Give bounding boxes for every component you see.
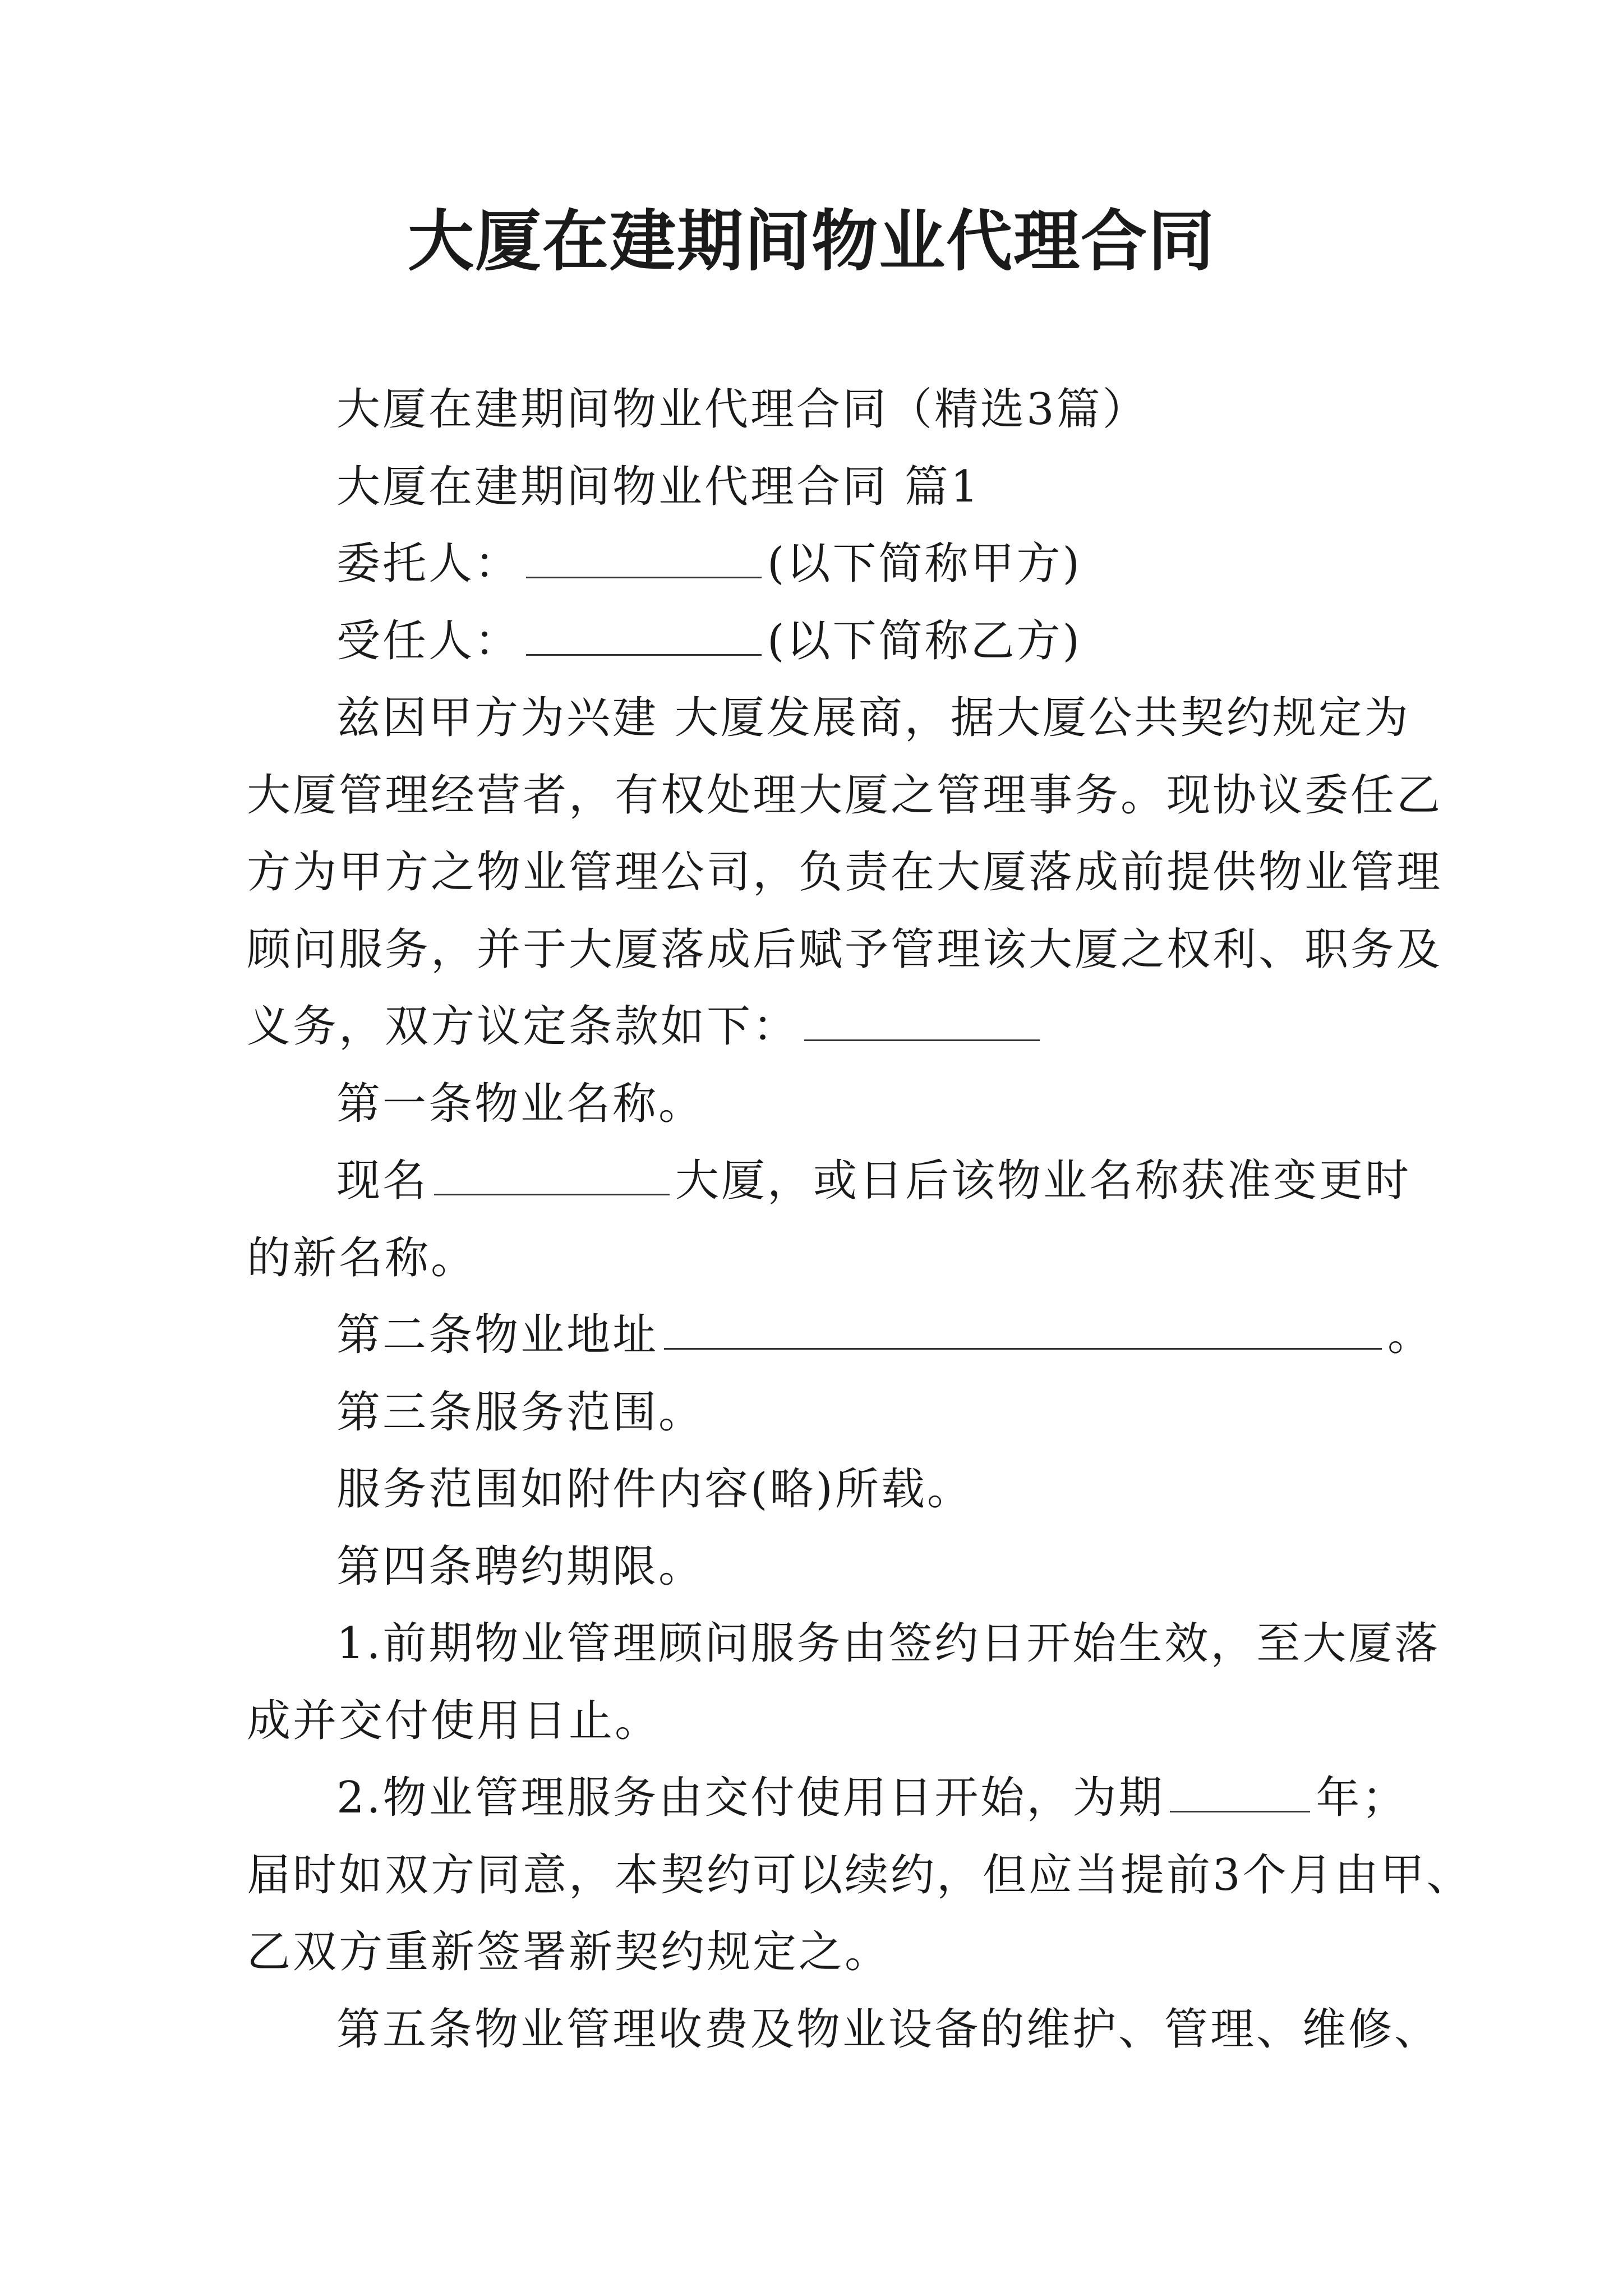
article-4-item-2-prefix: 2.物业管理服务由交付使用日开始，为期 <box>336 1773 1165 1823</box>
agent-label: 受任人： <box>336 616 521 666</box>
article-4-item-2-line-1 <box>336 1770 1408 1826</box>
principal-line <box>336 536 1082 592</box>
section-heading: 大厦在建期间物业代理合同 篇1 <box>336 462 981 512</box>
article-2-heading: 第二条物业地址 <box>336 1310 659 1360</box>
preamble-line-1: 兹因甲方为兴建 大厦发展商，据大厦公共契约规定为 <box>336 693 1410 743</box>
subtitle-selection: 大厦在建期间物业代理合同（精选3篇） <box>336 384 1149 435</box>
preamble-blank <box>804 1000 1040 1041</box>
preamble-line-4: 顾问服务，并于大厦落成后赋予管理该大厦之权利、职务及 <box>247 924 1443 975</box>
agent-blank <box>526 615 762 656</box>
article-1-suffix: 大厦，或日后该物业名称获准变更时 <box>675 1156 1412 1206</box>
article-2-line <box>336 1307 1433 1363</box>
agent-line <box>336 613 1082 669</box>
principal-label: 委托人： <box>336 539 521 589</box>
article-1-line-1 <box>336 1153 1411 1209</box>
article-4-item-2-line-3: 乙双方重新签署新契约规定之。 <box>247 1927 891 1977</box>
article-3-text: 服务范围如附件内容(略)所载。 <box>336 1464 973 1515</box>
document-title: 大厦在建期间物业代理合同 <box>407 202 1215 280</box>
principal-suffix: (以下简称甲方) <box>767 539 1082 589</box>
preamble-line-2: 大厦管理经营者，有权处理大厦之管理事务。现协议委任乙 <box>247 770 1443 821</box>
preamble-line-5 <box>247 999 1045 1055</box>
principal-blank <box>526 537 762 578</box>
article-4-item-2-line-2: 届时如双方同意，本契约可以续约，但应当提前3个月由甲、 <box>247 1850 1473 1901</box>
article-1-line-2: 的新名称。 <box>247 1233 477 1283</box>
article-4-item-2-suffix: 年； <box>1316 1773 1408 1823</box>
preamble-line-3: 方为甲方之物业管理公司，负责在大厦落成前提供物业管理 <box>247 847 1443 898</box>
article-4-item-1-line-2: 成并交付使用日止。 <box>247 1696 661 1746</box>
article-1-prefix: 现名 <box>336 1156 429 1206</box>
article-4-heading: 第四条聘约期限。 <box>336 1542 705 1592</box>
article-1-heading: 第一条物业名称。 <box>336 1079 705 1129</box>
agent-suffix: (以下简称乙方) <box>767 616 1082 666</box>
article-3-heading: 第三条服务范围。 <box>336 1387 705 1438</box>
term-years-blank <box>1170 1772 1310 1812</box>
article-5-heading: 第五条物业管理收费及物业设备的维护、管理、维修、 <box>336 2004 1441 2055</box>
property-address-blank <box>664 1309 1382 1350</box>
property-name-blank <box>434 1154 670 1195</box>
article-2-end: 。 <box>1387 1310 1434 1360</box>
preamble-line-5-text: 义务，双方议定条款如下： <box>247 1001 799 1052</box>
article-4-item-1-line-1: 1.前期物业管理顾问服务由签约日开始生效，至大厦落 <box>336 1618 1441 1669</box>
